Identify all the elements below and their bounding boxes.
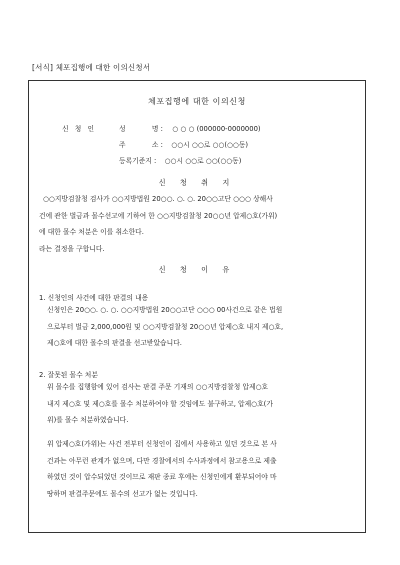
section1-body: [47, 302, 355, 352]
purpose-line: ○○지방검찰청 검사가 ○○지방법원 20○○. ○. ○. 20○○고단 ○○○ 상해사: [43, 195, 273, 203]
section2-line: 위)를 몰수 처분하였습니다.: [47, 416, 129, 424]
reasons-heading: 신 청 이 유: [158, 265, 236, 274]
closing-line: 건과는 아무런 관계가 없으며, 다만 경찰에서의 수사과정에서 참고용으로 제출: [47, 456, 277, 465]
document-frame: [28, 80, 366, 533]
name-value: ○ ○ ○ (000000-0000000): [172, 125, 261, 133]
section2-title: 2. 잘못된 몰수 처분: [39, 371, 98, 379]
purpose-heading: 신 청 취 지: [158, 178, 236, 187]
address-label: 주: [119, 141, 126, 149]
applicant-name-row: [119, 123, 261, 133]
address-value: ○○시 ○○로 ○○(○○동): [171, 141, 249, 149]
registry-value: ○○시 ○○로 ○○(○○동): [164, 157, 242, 165]
applicant-label: 신 청 인: [62, 125, 97, 133]
document-title: 체포집행에 대한 이의신청: [148, 97, 246, 106]
applicant-registry-row: [119, 155, 241, 165]
name-label-2: 명 :: [151, 125, 163, 133]
name-label: 성: [119, 125, 126, 133]
section2-body: [47, 379, 355, 429]
purpose-line: 라는 결정을 구합니다.: [39, 244, 105, 253]
section2-line: 내지 제○호 및 제○호를 몰수 처분하여야 할 것임에도 불구하고, 압제○호(가: [47, 399, 273, 408]
form-tag: [서식] 체포집행에 대한 이의신청서: [32, 63, 151, 72]
applicant-address-row: [119, 139, 248, 149]
section2-line: 위 몰수를 집행함에 있어 검사는 판결 주문 기재의 ○○지방검찰청 압제○호: [47, 383, 269, 391]
section1-line: 제○호에 대한 몰수의 판결을 선고받았습니다.: [47, 339, 182, 347]
registry-label: 등록기준지 :: [119, 157, 157, 165]
address-label-2: 소 :: [151, 141, 163, 149]
closing-line: 하였던 것이 압수되었던 것이므로 재판 종료 후에는 신청인에게 환부되어야 마: [47, 473, 277, 481]
closing-body: [47, 436, 355, 502]
closing-line: 위 압제○호(가위)는 사건 전부터 신청인이 집에서 사용하고 있던 것으로 본 사: [47, 440, 277, 448]
purpose-line: 건에 관한 벌금과 몰수선고에 기하여 한 ○○지방검찰청 20○○년 압제○호(가위): [39, 211, 278, 220]
closing-line: 땅하며 판결주문에도 몰수의 선고가 없는 것입니다.: [47, 489, 198, 498]
purpose-body: [39, 191, 355, 257]
section1-title: 1. 신청인의 사건에 대한 판결의 내용: [39, 294, 149, 302]
section1-line: 신청인은 20○○. ○. ○. ○○지방법원 20○○고단 ○○○ 00사건으로 같은 법원: [47, 306, 283, 314]
section1-line: 으로부터 벌금 2,000,000원 및 ○○지방검찰청 20○○년 압제○호 내지 제○호,: [47, 322, 284, 331]
purpose-line: 에 대한 몰수 처분은 이를 취소한다.: [39, 228, 144, 236]
